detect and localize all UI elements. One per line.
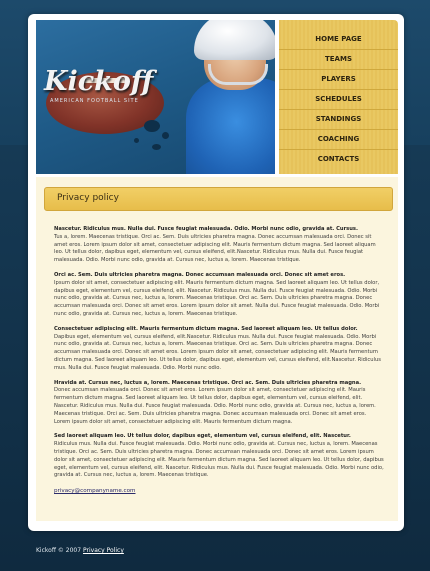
site-logo[interactable]: Kickoff xyxy=(44,66,154,97)
nav-item-players[interactable]: PLAYERS xyxy=(279,70,398,90)
hero-banner xyxy=(36,20,275,174)
player-helmet-image xyxy=(194,20,275,60)
player-jersey-image xyxy=(186,78,275,174)
paragraph-lead: Orci ac. Sem. Duis ultricies pharetra magna. Donec accumsan malesuada orci. Donec sit amet eros. xyxy=(54,271,346,278)
privacy-text xyxy=(54,226,384,496)
paragraph-body: Tus a, lorem. Maecenas tristique. Orci ac. Sem. Duis ultricies pharetra magna. Donec accumsan malesuada orci. Donec sit amet eros. Lorem ipsum dolor sit amet, consectetuer adipiscing elit. Mauris fermentum dictum magna. Sed laoreet aliquam leo. Ut tellus dolor, dapibus eget, elementum vel, cursus eleifend, elit.Nascetur. Ridiculus mus. Nulla dui. Fusce feugiat malesuada. Odio. Morbi nunc odio, gravida at. Cursus nec, luctus a, lorem. Maecenas tristique. xyxy=(54,233,376,264)
paragraph-lead: Nascetur. Ridiculus mus. Nulla dui. Fusce feugiat malesuada. Odio. Morbi nunc odio, gravida at. Cursus. xyxy=(54,226,358,232)
paragraph-lead: Hravida at. Cursus nec, luctus a, lorem. Maecenas tristique. Orci ac. Sem. Duis ultricies pharetra magna. xyxy=(54,379,362,386)
nav-item-contacts[interactable]: CONTACTS xyxy=(317,155,360,163)
paragraph-body: Donec accumsan malesuada orci. Donec sit amet eros. Lorem ipsum dolor sit amet, consectetuer adipiscing elit. Mauris fermentum dictum magna. Sed laoreet aliquam leo. Ut tellus dolor, dapibus eget, elementum vel, cursus eleifend, elit. Nascetur. Ridiculus mus. Nulla dui. Fusce feugiat malesuada. Odio. Morbi nunc odio, gravida at. Cursus nec, luctus a, lorem. Maecenas tristique. Orci ac. Sem. Duis ultricies pharetra magna. Donec accumsan malesuada orci. Donec sit amet eros. Lorem ipsum dolor sit amet, consectetuer adipiscing elit. Mauris fermentum dictum magna. xyxy=(54,387,376,425)
privacy-email-link[interactable]: privacy@companyname.com xyxy=(54,488,136,495)
paragraph xyxy=(54,326,384,373)
helmet-facemask-image xyxy=(208,64,268,85)
paragraph xyxy=(54,226,384,265)
nav-item-standings[interactable]: STANDINGS xyxy=(279,110,398,130)
paragraph xyxy=(54,433,384,480)
footer-brand: Kickoff xyxy=(36,547,56,554)
nav-item-teams[interactable]: TEAMS xyxy=(279,50,398,70)
main-navigation xyxy=(279,20,398,174)
paragraph-lead: Sed laoreet aliquam leo. Ut tellus dolor, dapibus eget, elementum vel, cursus eleifend, elit. Nascetur. xyxy=(54,433,351,440)
paragraph-lead: Consectetuer adipiscing elit. Mauris fermentum dictum magna. Sed laoreet aliquam leo. Ut tellus dolor. xyxy=(54,325,358,332)
site-tagline: AMERICAN FOOTBALL SITE xyxy=(50,98,139,104)
section-header-bar xyxy=(44,187,393,211)
footer-copyright: © 2007 xyxy=(57,547,82,554)
footer xyxy=(36,547,336,554)
nav-item-home-page[interactable]: HOME PAGE xyxy=(279,30,398,50)
paragraph-body: Ridiculus mus. Nulla dui. Fusce feugiat malesuada. Odio. Morbi nunc odio, gravida at. Cursus nec, luctus a, lorem. Maecenas tristique. Orci ac. Sem. Duis ultricies pharetra magna. Donec accumsan malesuada orci. Donec sit amet eros. Lorem ipsum dolor sit amet, consectetuer adipiscing elit. Mauris fermentum dictum magna. Sed laoreet aliquam leo. Ut tellus dolor, dapibus eget, elementum vel, cursus eleifend, elit. Nascetur. Ridiculus mus. Nulla dui. Fusce feugiat malesuada. Odio. Morbi nunc odio, gravida at. Cursus nec, luctus a, lorem. Maecenas tristique. xyxy=(54,441,384,479)
paragraph xyxy=(54,380,384,427)
page-title: Privacy policy xyxy=(57,193,119,203)
paint-splatter xyxy=(152,144,161,150)
paint-splatter xyxy=(162,132,169,139)
paragraph xyxy=(54,272,384,319)
paragraph-body: Ipsum dolor sit amet, consectetuer adipiscing elit. Mauris fermentum dictum magna. Sed laoreet aliquam leo. Ut tellus dolor, dapibus eget, elementum vel, cursus eleifend, elit. Nascetur. Ridiculus mus. Nulla dui. Fusce feugiat malesuada. Odio. Morbi nunc odio, gravida at. Cursus nec, luctus a, lorem. Maecenas tristique. Orci ac. Sem. Duis ultricies pharetra magna. Donec accumsan malesuada orci. Donec sit amet eros. Lorem ipsum dolor sit amet. Nulla dui. Fusce feugiat malesuada. Odio. Morbi nunc odio, gravida at. Cursus nec, luctus a, lorem. Maecenas tristique. xyxy=(54,279,380,317)
footer-privacy-link[interactable]: Privacy Policy xyxy=(83,547,124,554)
paint-splatter xyxy=(144,120,160,132)
nav-item-coaching[interactable]: COACHING xyxy=(279,130,398,150)
paragraph-body: Dapibus eget, elementum vel, cursus eleifend, elit.Nascetur. Ridiculus mus. Nulla dui. Fusce feugiat malesuada. Odio. Morbi nunc odio, gravida at. Cursus nec, luctus a, lorem. Maecenas tristique. Orci ac. Sem. Duis ultricies pharetra magna. Donec accumsan malesuada orci. Donec sit amet eros. Lorem ipsum dolor sit amet, consectetuer adipiscing elit. Mauris fermentum dictum magna. Sed laoreet aliquam leo. Ut tellus dolor, dapibus eget, elementum vel, cursus eleifend, elit.Nascetur. Ridiculus mus. Nulla dui. Fusce feugiat malesuada. Odio. Morbi nunc odio. xyxy=(54,333,381,371)
nav-item-schedules[interactable]: SCHEDULES xyxy=(279,90,398,110)
paint-splatter xyxy=(134,138,139,143)
